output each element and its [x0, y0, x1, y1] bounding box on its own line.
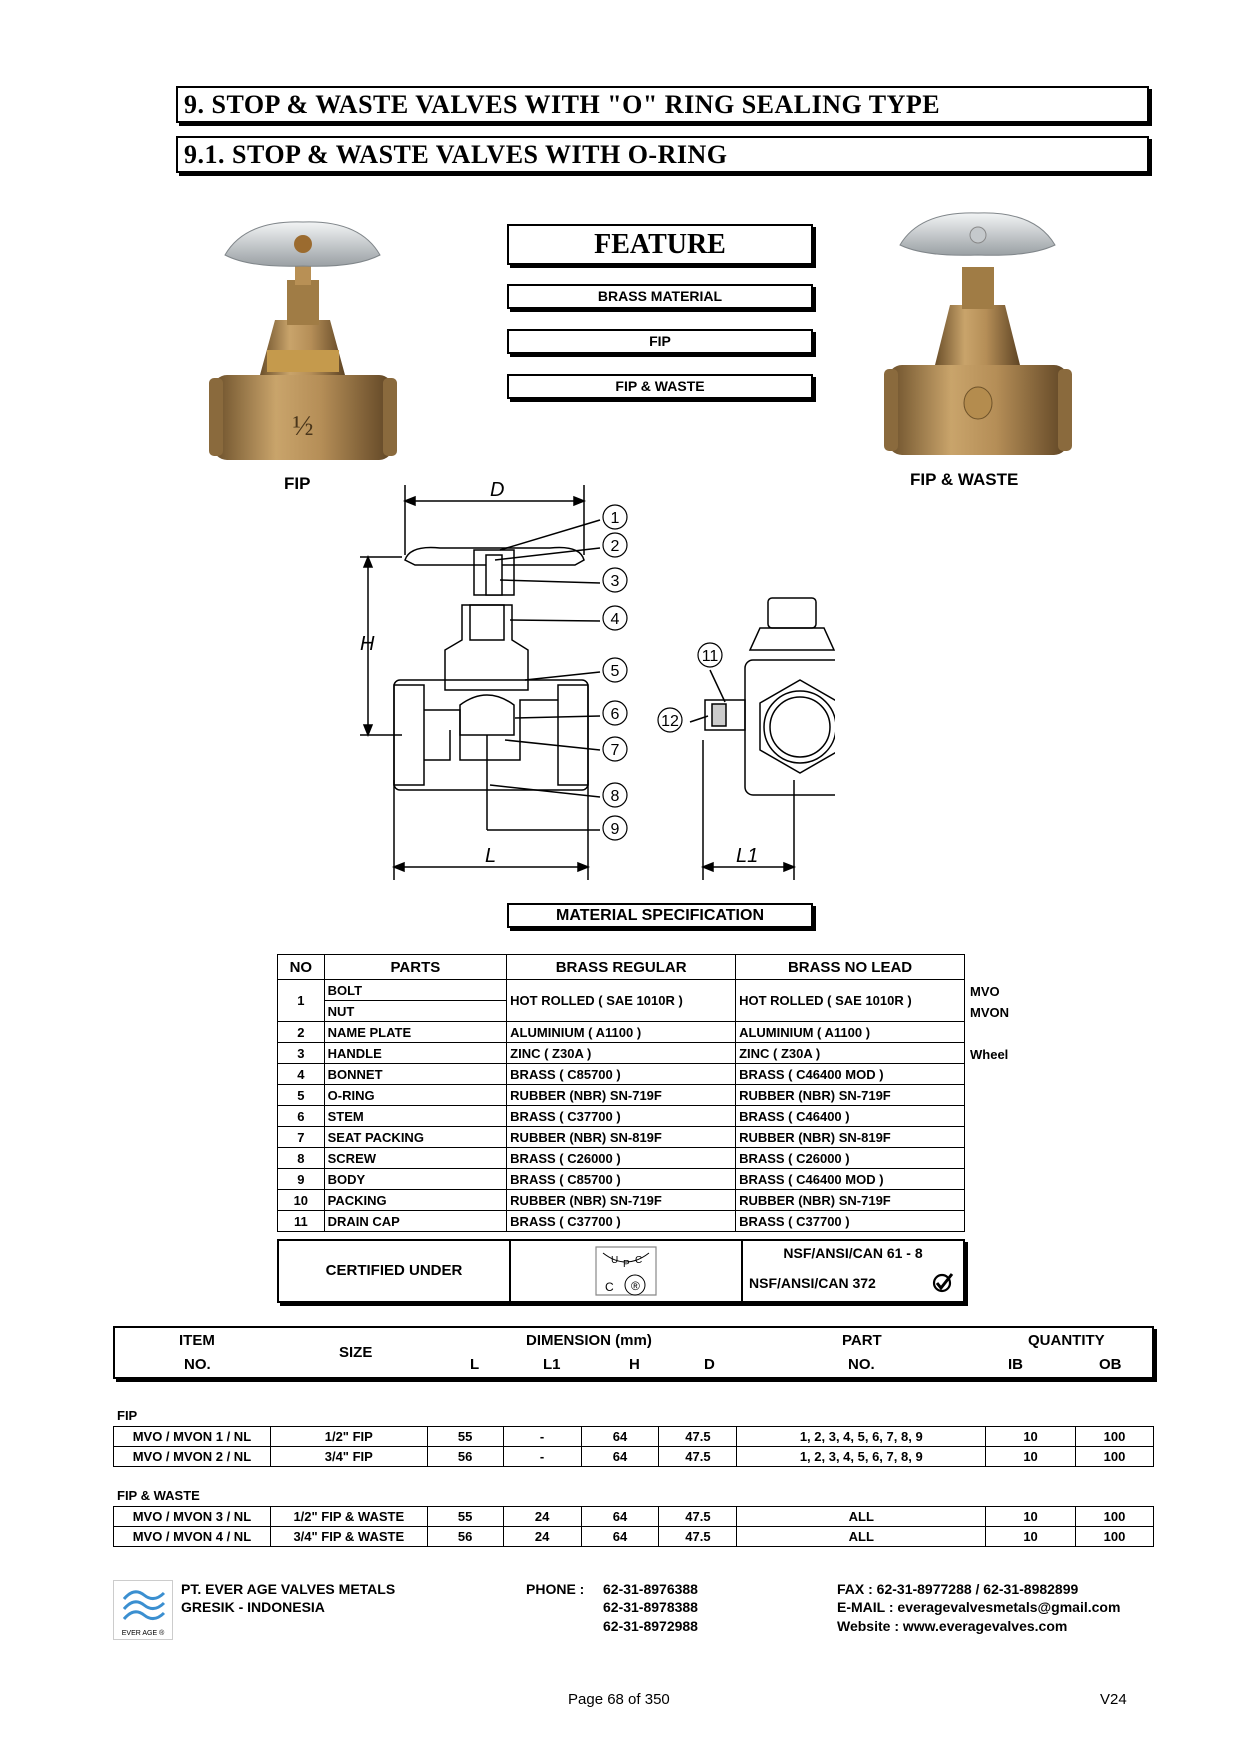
valve-photo-fip-waste: [880, 205, 1075, 460]
cell: 5: [278, 1085, 325, 1106]
wave-icon: [114, 1581, 172, 1625]
table-row: [278, 980, 965, 1001]
table-row: [114, 1507, 1154, 1527]
table-row: [278, 1085, 965, 1106]
cell: MVO / MVON 4 / NL: [114, 1527, 271, 1547]
cell: -: [503, 1427, 581, 1447]
svg-text:P: P: [623, 1259, 630, 1270]
table-row: [278, 1148, 965, 1169]
header-l1: L1: [543, 1356, 561, 1373]
cell: MVO / MVON 3 / NL: [114, 1507, 271, 1527]
header-l: L: [470, 1356, 480, 1373]
cell: PACKING: [324, 1190, 507, 1211]
cell: 100: [1076, 1447, 1154, 1467]
cell: BRASS ( C26000 ): [736, 1148, 965, 1169]
svg-text:4: 4: [610, 611, 620, 628]
cell: RUBBER (NBR) SN-819F: [736, 1127, 965, 1148]
cell: BRASS ( C37700 ): [507, 1106, 736, 1127]
svg-text:5: 5: [610, 663, 620, 680]
cell: 4: [278, 1064, 325, 1085]
cell: HANDLE: [324, 1043, 507, 1064]
cell: ZINC ( Z30A ): [507, 1043, 736, 1064]
cell: BRASS ( C85700 ): [507, 1064, 736, 1085]
cell: -: [503, 1447, 581, 1467]
cell: RUBBER (NBR) SN-719F: [507, 1085, 736, 1106]
website-address: Website : www.everagevalves.com: [837, 1618, 1068, 1634]
company-logo: [113, 1580, 173, 1640]
cell: RUBBER (NBR) SN-819F: [507, 1127, 736, 1148]
cell: 47.5: [659, 1507, 737, 1527]
cell: 7: [278, 1127, 325, 1148]
cell: 9: [278, 1169, 325, 1190]
model-note-mvo: MVO: [970, 984, 1000, 999]
column-header: BRASS NO LEAD: [736, 955, 965, 980]
cell: BRASS ( C37700 ): [736, 1211, 965, 1232]
header-quantity: QUANTITY: [1028, 1332, 1105, 1349]
svg-text:9: 9: [610, 821, 620, 838]
lead-free-check-icon: [931, 1271, 955, 1295]
subsection-title: 9.1. STOP & WASTE VALVES WITH O-RING: [176, 136, 1149, 173]
cell: 1/2" FIP & WASTE: [270, 1507, 427, 1527]
cell: 1, 2, 3, 4, 5, 6, 7, 8, 9: [737, 1447, 986, 1467]
certification-box: [277, 1239, 965, 1303]
header-item-no: NO.: [184, 1356, 211, 1373]
cell: DRAIN CAP: [324, 1211, 507, 1232]
cell: 1/2" FIP: [270, 1427, 427, 1447]
cell: BRASS ( C46400 MOD ): [736, 1169, 965, 1190]
cell: 10: [278, 1190, 325, 1211]
svg-text:C: C: [635, 1255, 643, 1266]
phone-number: 62-31-8978388: [603, 1599, 698, 1615]
feature-item: FIP & WASTE: [507, 374, 813, 399]
cell: NUT: [324, 1001, 507, 1022]
group-label-fip: FIP: [117, 1408, 138, 1423]
header-part-no: NO.: [848, 1356, 875, 1373]
svg-text:L1: L1: [736, 845, 759, 867]
feature-item: BRASS MATERIAL: [507, 284, 813, 309]
version-label: V24: [1100, 1691, 1127, 1708]
cell: O-RING: [324, 1085, 507, 1106]
cell: 3/4" FIP & WASTE: [270, 1527, 427, 1547]
photo-caption-fip-waste: FIP & WASTE: [910, 470, 1019, 489]
phone-number: 62-31-8972988: [603, 1618, 698, 1634]
cell: 24: [503, 1527, 581, 1547]
cell: ALL: [737, 1507, 986, 1527]
svg-text:½: ½: [292, 411, 314, 442]
phone-number: 62-31-8976388: [603, 1581, 698, 1597]
cell: 64: [581, 1507, 659, 1527]
group-label-fip-waste: FIP & WASTE: [117, 1488, 200, 1503]
photo-caption-fip: FIP: [284, 474, 311, 493]
cell: BRASS ( C37700 ): [507, 1211, 736, 1232]
table-row: [278, 1211, 965, 1232]
certification-standard: NSF/ANSI/CAN 372: [749, 1275, 876, 1291]
cell: ZINC ( Z30A ): [736, 1043, 965, 1064]
header-size: SIZE: [339, 1344, 373, 1361]
email-address: E-MAIL : everagevalvesmetals@gmail.com: [837, 1599, 1121, 1615]
cell: ALUMINIUM ( A1100 ): [736, 1022, 965, 1043]
company-name: PT. EVER AGE VALVES METALS: [181, 1581, 396, 1597]
dimension-table-fip: [113, 1426, 1154, 1467]
page-number: Page 68 of 350: [568, 1691, 670, 1708]
cell: 2: [278, 1022, 325, 1043]
dimension-table-header: [113, 1326, 1154, 1379]
table-row: [114, 1527, 1154, 1547]
header-dimension: DIMENSION (mm): [526, 1332, 652, 1349]
cell: ALUMINIUM ( A1100 ): [507, 1022, 736, 1043]
feature-item: FIP: [507, 329, 813, 354]
cell: 10: [986, 1507, 1076, 1527]
cell: BONNET: [324, 1064, 507, 1085]
column-header: PARTS: [324, 955, 507, 980]
cell: 47.5: [659, 1447, 737, 1467]
cell: BOLT: [324, 980, 507, 1001]
column-header: BRASS REGULAR: [507, 955, 736, 980]
certification-standard: NSF/ANSI/CAN 61 - 8: [783, 1245, 923, 1261]
cell: ALL: [737, 1527, 986, 1547]
section-title: 9. STOP & WASTE VALVES WITH "O" RING SEALING TYPE: [176, 86, 1149, 123]
table-row: [278, 1064, 965, 1085]
feature-heading: FEATURE: [507, 224, 813, 265]
svg-text:12: 12: [661, 713, 679, 730]
cell: 100: [1076, 1527, 1154, 1547]
fax-number: FAX : 62-31-8977288 / 62-31-8982899: [837, 1581, 1079, 1597]
header-part: PART: [842, 1332, 882, 1349]
svg-text:7: 7: [610, 742, 620, 759]
cell: RUBBER (NBR) SN-719F: [736, 1190, 965, 1211]
cell: 55: [427, 1427, 503, 1447]
column-header: NO: [278, 955, 325, 980]
cell: 55: [427, 1507, 503, 1527]
cell: HOT ROLLED ( SAE 1010R ): [507, 980, 736, 1022]
sectional-drawing: [355, 475, 835, 885]
cell: 24: [503, 1507, 581, 1527]
svg-text:®: ®: [631, 1279, 640, 1293]
table-row: [278, 1043, 965, 1064]
dimension-table-fip-waste: [113, 1506, 1154, 1547]
cell: MVO / MVON 1 / NL: [114, 1427, 271, 1447]
cell: NAME PLATE: [324, 1022, 507, 1043]
upc-logo-cell: [511, 1241, 743, 1301]
svg-text:C: C: [605, 1280, 614, 1294]
cell: 10: [986, 1427, 1076, 1447]
cell: 64: [581, 1447, 659, 1467]
cell: 1: [278, 980, 325, 1022]
cell: BRASS ( C46400 MOD ): [736, 1064, 965, 1085]
cell: RUBBER (NBR) SN-719F: [507, 1190, 736, 1211]
model-note-mvon: MVON: [970, 1005, 1009, 1020]
certified-under-label: CERTIFIED UNDER: [279, 1241, 511, 1301]
svg-text:11: 11: [701, 648, 719, 665]
cell: STEM: [324, 1106, 507, 1127]
cell: 10: [986, 1447, 1076, 1467]
table-row: [114, 1427, 1154, 1447]
table-row: [278, 1127, 965, 1148]
svg-text:H: H: [360, 633, 375, 655]
valve-photo-fip: [205, 210, 400, 460]
svg-text:D: D: [490, 479, 505, 501]
table-row: [278, 1190, 965, 1211]
cell: 64: [581, 1527, 659, 1547]
cell: BRASS ( C26000 ): [507, 1148, 736, 1169]
cell: 100: [1076, 1427, 1154, 1447]
logo-text: EVER AGE ®: [121, 1630, 165, 1637]
cell: 3: [278, 1043, 325, 1064]
cell: 56: [427, 1447, 503, 1467]
material-spec-heading: MATERIAL SPECIFICATION: [507, 903, 813, 928]
model-note-wheel: Wheel: [970, 1047, 1009, 1062]
svg-text:8: 8: [610, 788, 620, 805]
header-h: H: [629, 1356, 640, 1373]
cell: 8: [278, 1148, 325, 1169]
cell: 6: [278, 1106, 325, 1127]
table-row: [278, 1169, 965, 1190]
cell: SCREW: [324, 1148, 507, 1169]
cell: 10: [986, 1527, 1076, 1547]
header-d: D: [704, 1356, 715, 1373]
cell: BODY: [324, 1169, 507, 1190]
cell: BRASS ( C46400 ): [736, 1106, 965, 1127]
svg-text:L: L: [485, 845, 497, 867]
cell: MVO / MVON 2 / NL: [114, 1447, 271, 1467]
header-ob: OB: [1099, 1356, 1122, 1373]
cell: 3/4" FIP: [270, 1447, 427, 1467]
header-item: ITEM: [179, 1332, 215, 1349]
table-row: [278, 1022, 965, 1043]
cell: 47.5: [659, 1427, 737, 1447]
cell: 100: [1076, 1507, 1154, 1527]
cell: RUBBER (NBR) SN-719F: [736, 1085, 965, 1106]
cell: 1, 2, 3, 4, 5, 6, 7, 8, 9: [737, 1427, 986, 1447]
company-location: GRESIK - INDONESIA: [181, 1599, 325, 1615]
table-row: [114, 1447, 1154, 1467]
material-spec-table: [277, 954, 965, 1232]
phone-label: PHONE :: [526, 1581, 585, 1597]
header-ib: IB: [1008, 1356, 1023, 1373]
upc-logo: [511, 1241, 741, 1301]
cell: 56: [427, 1527, 503, 1547]
cell: 11: [278, 1211, 325, 1232]
svg-text:2: 2: [610, 538, 620, 555]
table-header-row: [278, 955, 965, 980]
svg-text:1: 1: [610, 510, 620, 527]
cell: 64: [581, 1427, 659, 1447]
cell: BRASS ( C85700 ): [507, 1169, 736, 1190]
cell: SEAT PACKING: [324, 1127, 507, 1148]
svg-text:6: 6: [610, 706, 620, 723]
cell: HOT ROLLED ( SAE 1010R ): [736, 980, 965, 1022]
table-row: [278, 1106, 965, 1127]
svg-text:U: U: [611, 1255, 619, 1266]
svg-text:3: 3: [610, 573, 620, 590]
cell: 47.5: [659, 1527, 737, 1547]
